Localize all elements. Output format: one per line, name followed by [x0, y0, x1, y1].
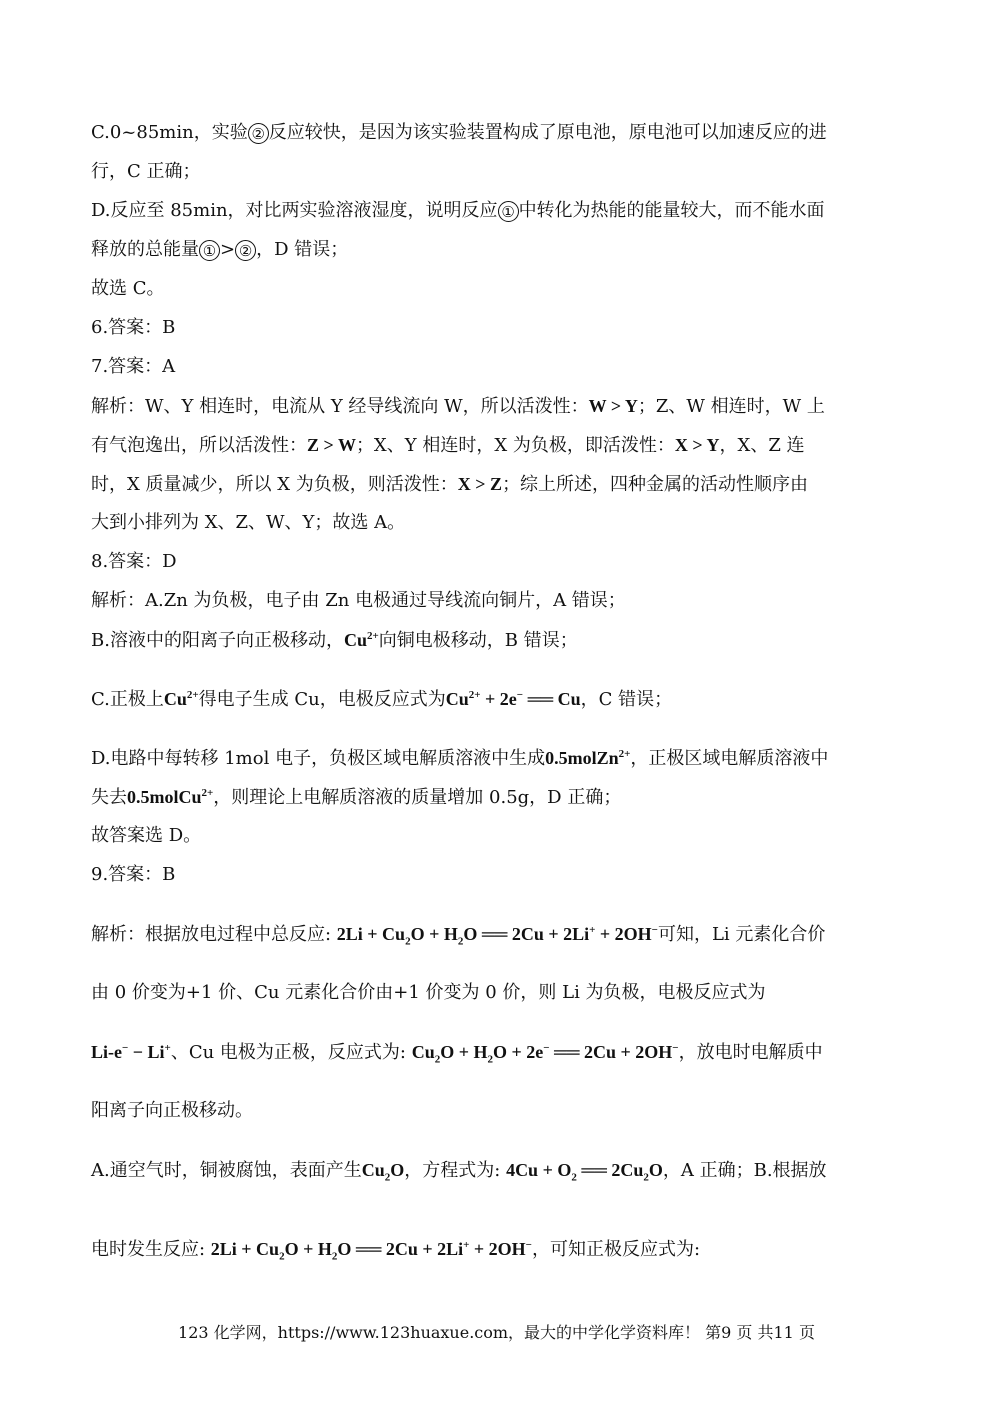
text-line: C.正极上$Cu^{2+}$得电子生成 Cu，电极反应式为$Cu^{2+} + 2e^-$ ══ Cu，C 错误；	[91, 689, 673, 710]
chem-formula: 0.5molZn$^{2+}$	[545, 748, 631, 768]
chem-equation: Li-e− − Li+	[91, 1042, 171, 1062]
answer-line: 8.答案：D	[91, 551, 177, 572]
text-line: B.溶液中的阳离子向正极移动，$Cu^{2+}$向铜电极移动，B 错误；	[91, 630, 578, 651]
math-expression: X > Y	[674, 435, 720, 455]
text-line: D.电路中每转移 1mol 电子，负极区域电解质溶液中生成0.5molZn$^{2+}$，正极区域电解质溶液中	[91, 748, 829, 769]
text-line: 有气泡逸出，所以活泼性：Z > W；X、Y 相连时，X 为负极，即活泼性：X > Y，X、Z 连	[91, 435, 805, 456]
text-line: 大到小排列为 X、Z、W、Y；故选 A。	[91, 512, 406, 533]
circled-number: ②	[235, 240, 256, 261]
text-line: 解析：W、Y 相连时，电流从 Y 经导线流向 W，所以活泼性：W > Y；Z、W 相连时，W 上	[91, 396, 825, 417]
math-expression: X > Z	[457, 474, 503, 494]
text-line: 解析：A.Zn 为负极，电子由 Zn 电极通过导线流向铜片，A 错误；	[91, 590, 626, 611]
text-line: 故答案选 D。	[91, 825, 202, 846]
text-line: A.通空气时，铜被腐蚀，表面产生$Cu_2O$，方程式为: $4Cu + O_2$ ══ $2Cu_2O$，A 正确；B.根据放	[91, 1160, 827, 1184]
chem-equation: $Cu_2O + H_2O + 2e^-$ ══ 2Cu + 2OH−	[411, 1042, 679, 1066]
math-expression: Z > W	[307, 435, 356, 455]
answer-line: 7.答案：A	[91, 356, 176, 377]
math-expression: W > Y	[588, 396, 638, 416]
text-line: 解析：根据放电过程中总反应: $2Li + Cu_2O + H_2O$ ══ 2Cu + 2Li+ + 2OH−可知，Li 元素化合价	[91, 924, 826, 948]
circled-number: ①	[199, 240, 220, 261]
text-line: 失去0.5molCu$^{2+}$，则理论上电解质溶液的质量增加 0.5g，D 正确；	[91, 787, 622, 808]
circled-number: ①	[498, 201, 519, 222]
text-line: 行，C 正确；	[91, 161, 201, 182]
chem-formula: 0.5molCu$^{2+}$	[127, 787, 214, 807]
text-line: 释放的总能量 ① > ② ，D 错误；	[91, 239, 349, 260]
chem-equation: $4Cu + O_2$ ══ $2Cu_2O$	[506, 1160, 663, 1184]
text-line: 电时发生反应: $2Li + Cu_2O + H_2O$ ══ 2Cu + 2Li+ + 2OH−，可知正极反应式为:	[91, 1239, 701, 1263]
page-footer: 123 化学网，https://www.123huaxue.com，最大的中学化学资料库！ 第9 页 共11 页	[178, 1323, 815, 1342]
chem-equation: $2Li + Cu_2O + H_2O$ ══ 2Cu + 2Li+ + 2OH−	[336, 924, 658, 948]
chem-equation: $Cu^{2+} + 2e^-$ ══ Cu	[445, 689, 581, 709]
text-line: 时，X 质量减少，所以 X 为负极，则活泼性：X > Z；综上所述，四种金属的活动性顺序由	[91, 474, 809, 495]
text-line: D.反应至 85min，对比两实验溶液湿度，说明反应 ① 中转化为热能的能量较大，而不能水面	[91, 200, 825, 221]
circled-number: ②	[248, 123, 269, 144]
chem-equation: $2Li + Cu_2O + H_2O$ ══ 2Cu + 2Li+ + 2OH−	[210, 1239, 532, 1263]
chem-formula: $Cu^{2+}$	[343, 630, 379, 650]
chem-formula: $Cu^{2+}$	[163, 689, 199, 709]
text-line: C.0~85min，实验 ② 反应较快，是因为该实验装置构成了原电池，原电池可以加速反应的进	[91, 122, 827, 143]
answer-line: 6.答案：B	[91, 317, 176, 338]
answer-line: 9.答案：B	[91, 864, 176, 885]
text-line: 故选 C。	[91, 278, 165, 299]
text-line: Li-e− − Li+、Cu 电极为正极，反应式为: $Cu_2O + H_2O + 2e^-$ ══ 2Cu + 2OH−，放电时电解质中	[91, 1042, 823, 1066]
chem-formula: $Cu_2O$	[361, 1160, 405, 1184]
text-line: 阳离子向正极移动。	[91, 1100, 253, 1121]
text-line: 由 0 价变为+1 价、Cu 元素化合价由+1 价变为 0 价，则 Li 为负极，电极反应式为	[91, 982, 766, 1003]
